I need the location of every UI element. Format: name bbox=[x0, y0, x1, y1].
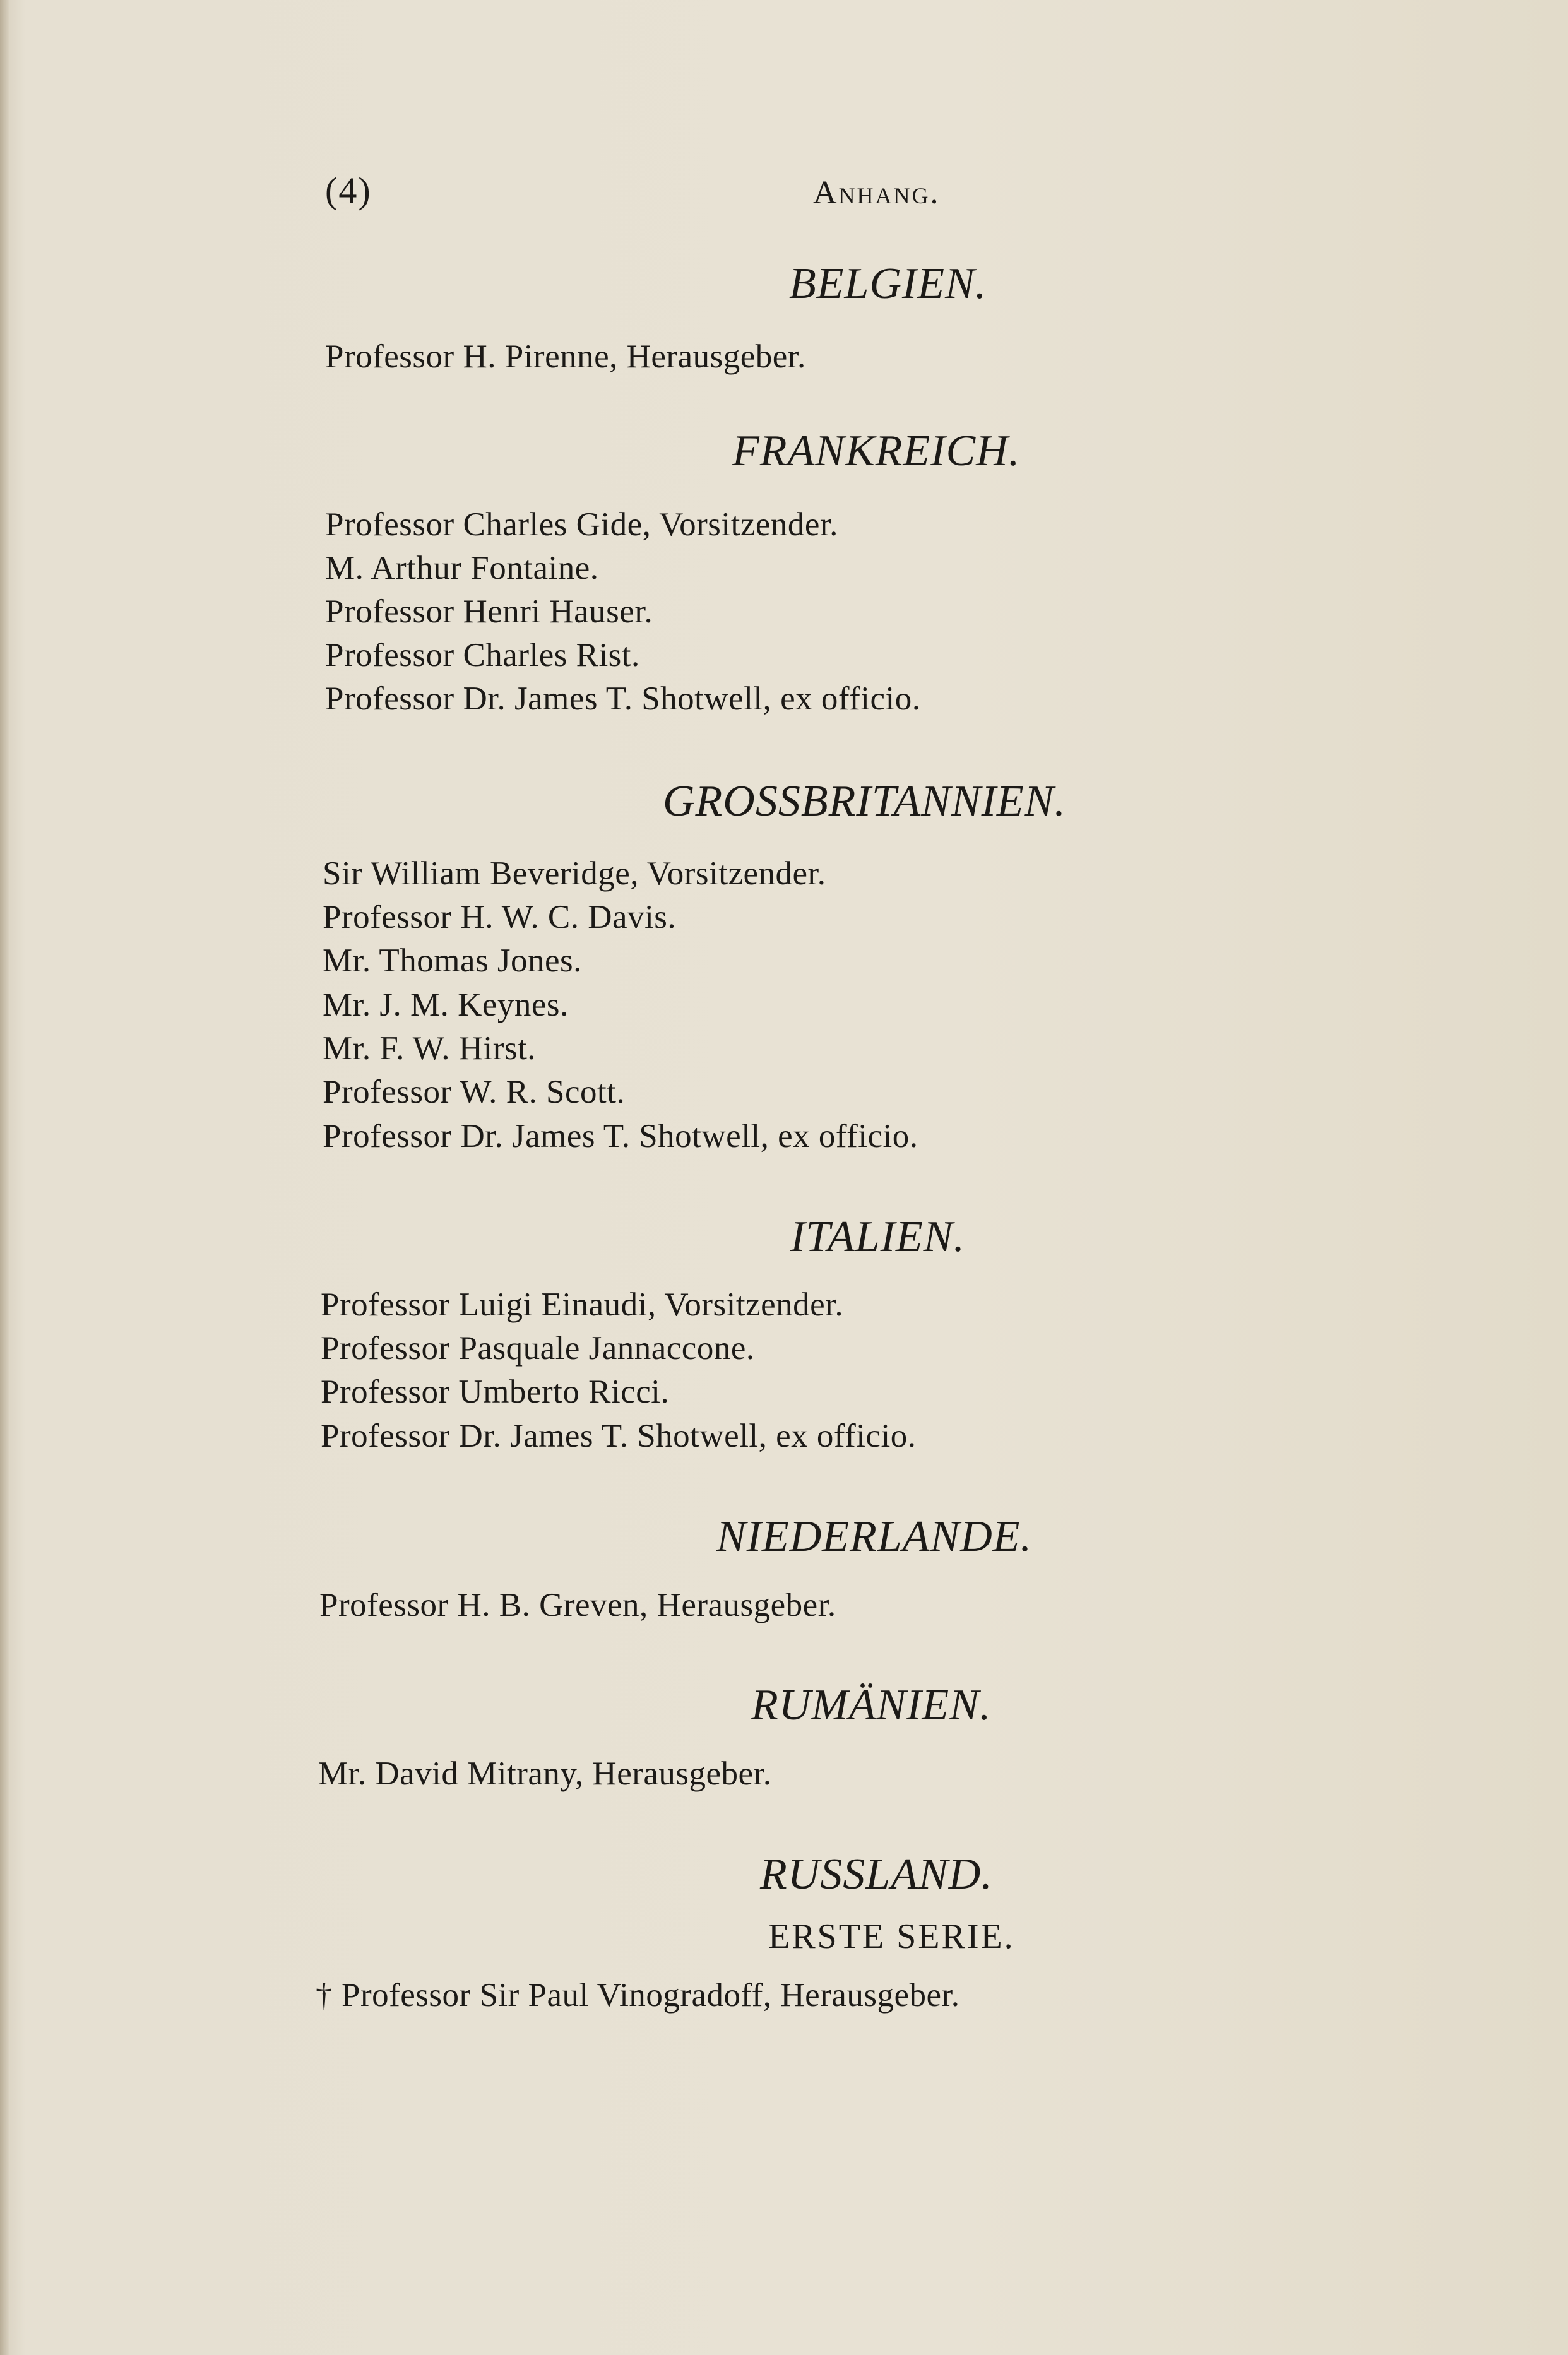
list-item: Mr. F. W. Hirst. bbox=[323, 1030, 537, 1067]
section-heading-belgien: BELGIEN. bbox=[789, 259, 987, 308]
list-item: Professor Dr. James T. Shotwell, ex officio. bbox=[325, 680, 921, 717]
list-item: M. Arthur Fontaine. bbox=[325, 550, 599, 586]
list-item: Professor Charles Rist. bbox=[325, 637, 640, 673]
section-heading-niederlande: NIEDERLANDE. bbox=[716, 1512, 1033, 1561]
dagger-mark: † bbox=[316, 1977, 333, 2014]
page-edge bbox=[0, 0, 9, 2355]
list-item-text: Professor Sir Paul Vinogradoff, Herausgeber. bbox=[342, 1977, 960, 2014]
list-item: Professor Pasquale Jannaccone. bbox=[321, 1330, 755, 1367]
list-item: Professor H. Pirenne, Herausgeber. bbox=[325, 338, 806, 375]
running-head: Anhang. bbox=[813, 175, 941, 211]
list-item: Professor Luigi Einaudi, Vorsitzender. bbox=[321, 1286, 844, 1323]
list-item: Professor H. B. Greven, Herausgeber. bbox=[319, 1587, 836, 1623]
list-item: Mr. J. M. Keynes. bbox=[323, 987, 569, 1023]
section-heading-frankreich: FRANKREICH. bbox=[732, 427, 1021, 475]
list-item: Professor Dr. James T. Shotwell, ex officio. bbox=[321, 1418, 917, 1454]
page-number: (4) bbox=[325, 170, 372, 211]
list-item: Professor Henri Hauser. bbox=[325, 593, 653, 630]
section-heading-russland: RUSSLAND. bbox=[760, 1850, 993, 1899]
list-item: Mr. David Mitrany, Herausgeber. bbox=[318, 1755, 772, 1792]
list-item: Mr. Thomas Jones. bbox=[323, 942, 582, 979]
list-item: Professor Dr. James T. Shotwell, ex officio. bbox=[323, 1118, 918, 1154]
section-subheading: ERSTE SERIE. bbox=[768, 1917, 1015, 1956]
list-item: Sir William Beveridge, Vorsitzender. bbox=[323, 855, 826, 892]
section-heading-rumaenien: RUMÄNIEN. bbox=[751, 1681, 992, 1729]
section-heading-italien: ITALIEN. bbox=[790, 1213, 965, 1261]
list-item: Professor H. W. C. Davis. bbox=[323, 899, 677, 935]
list-item: Professor W. R. Scott. bbox=[323, 1074, 626, 1110]
list-item: Professor Umberto Ricci. bbox=[321, 1373, 670, 1410]
page-header bbox=[0, 169, 1568, 226]
list-item bbox=[316, 1976, 960, 2014]
section-heading-grossbritannien: GROSSBRITANNIEN. bbox=[663, 777, 1066, 826]
list-item: Professor Charles Gide, Vorsitzender. bbox=[325, 506, 838, 543]
